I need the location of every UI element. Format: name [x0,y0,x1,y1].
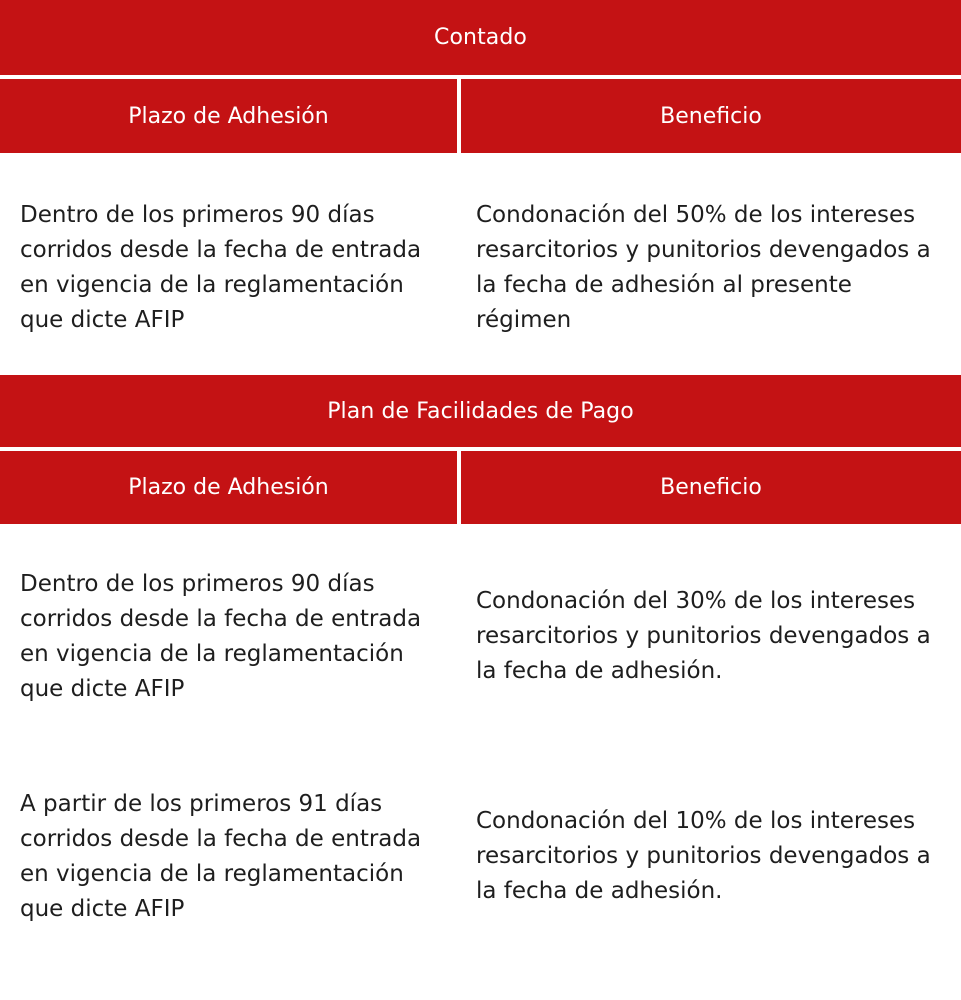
column-header-beneficio [461,79,961,153]
plazo-text: Dentro de los primeros 90 días corridos desde la fecha de entrada en vigencia de la reglamentación que dicte AFIP [20,571,422,702]
column-header-row [0,79,961,153]
column-header-plazo [0,451,457,524]
column-header-label: Beneficio [660,475,762,500]
column-header-label: Beneficio [660,103,762,129]
plazo-text: A partir de los primeros 91 días corridos desde la fecha de entrada en vigencia de la reglamentación que dicte AFIP [20,791,422,922]
table-row [0,754,961,1000]
column-header-beneficio [461,451,961,524]
table-row [0,524,961,754]
beneficio-text: Condonación del 10% de los intereses resarcitorios y punitorios devengados a la fecha de adhesión. [476,808,931,904]
section-title-text: Plan de Facilidades de Pago [327,398,634,424]
column-header-label: Plazo de Adhesión [128,103,329,129]
section-title-plan-facilidades [0,375,961,447]
plazo-text: Dentro de los primeros 90 días corridos desde la fecha de entrada en vigencia de la reglamentación que dicte AFIP [20,202,422,333]
table-row [0,153,961,375]
section-title-contado [0,0,961,75]
beneficio-text: Condonación del 50% de los intereses resarcitorios y punitorios devengados a la fecha de adhesión al presente régimen [476,202,931,333]
section-title-text: Contado [434,25,527,50]
column-header-plazo [0,79,457,153]
column-header-label: Plazo de Adhesión [128,475,329,500]
beneficio-text: Condonación del 30% de los intereses resarcitorios y punitorios devengados a la fecha de adhesión. [476,588,931,684]
column-header-row [0,451,961,524]
